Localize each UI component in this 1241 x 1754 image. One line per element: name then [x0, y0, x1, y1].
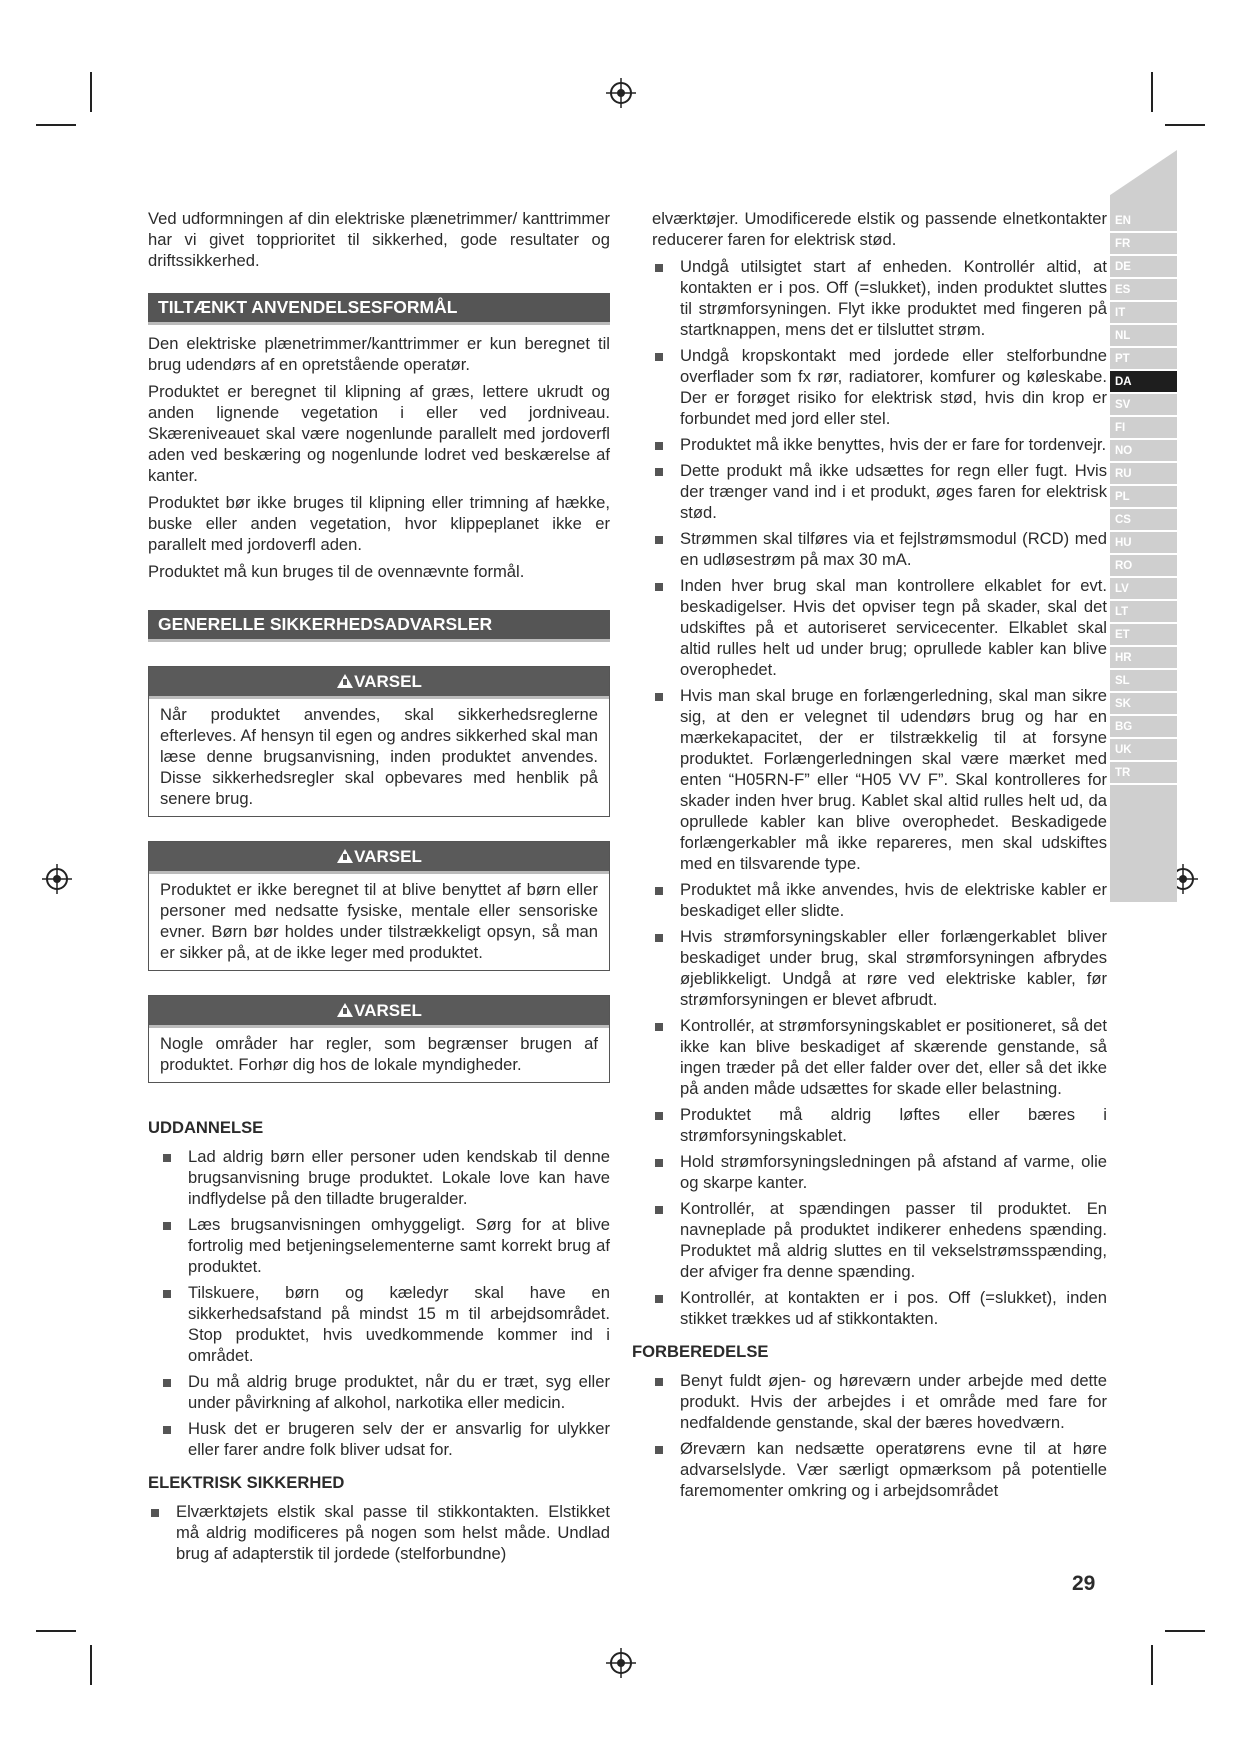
list-item: Kontrollér, at spændingen passer til produktet. En navneplade på produktet indikerer enhedens spænding. Produktet må aldrig sluttes en til vekselstrømsspænding, der afviger fra denne spænding. — [652, 1198, 1107, 1282]
intended-use-paragraph: Produktet må kun bruges til de ovennævnte formål. — [148, 562, 525, 581]
list-item: Undgå utilsigtet start af enheden. Kontrollér altid, at kontakten er i pos. Off (=slukket), inden produktet sluttes til strømforsyningen. Flyt ikke produktet med fingeren på startknappen, mens det er tilsluttet strøm. — [652, 256, 1107, 340]
warning-text: Nogle områder har regler, som begrænser brugen af produktet. Forhør dig hos de lokale myndigheder. — [160, 1034, 598, 1074]
language-tab-sk: SK — [1110, 693, 1177, 716]
registration-mark-icon — [42, 864, 72, 894]
language-tab-da: DA — [1110, 371, 1177, 394]
warning-box — [148, 995, 610, 1083]
language-tab-cs: CS — [1110, 509, 1177, 532]
list-item: Husk det er brugeren selv der er ansvarlig for ulykker eller farer andre folk bliver udsat for. — [160, 1418, 610, 1460]
crop-mark — [90, 72, 92, 112]
warning-header — [149, 842, 609, 874]
language-tab-fi: FI — [1110, 417, 1177, 440]
language-tab-nl: NL — [1110, 325, 1177, 348]
language-tab-pt: PT — [1110, 348, 1177, 371]
list-item: Øreværn kan nedsætte operatørens evne til at høre advarselslyde. Vær særligt opmærksom på potentielle faremomenter omkring og i arbejdsområdet — [652, 1438, 1107, 1501]
list-item: Kontrollér, at strømforsyningskablet er positioneret, så det ikke kan blive beskadiget af skærende genstande, så ingen træder på det eller falder over det, eller så det ikke på anden måde udsættes for skade eller belastning. — [652, 1015, 1107, 1099]
training-list — [148, 1146, 610, 1460]
language-tab-en: EN — [1110, 210, 1177, 233]
crop-mark — [36, 1630, 76, 1632]
list-item: Læs brugsanvisningen omhyggeligt. Sørg for at blive fortrolig med betjeningselementerne samt korrekt brug af produktet. — [160, 1214, 610, 1277]
crop-mark — [36, 124, 76, 126]
continuation-paragraph: elværktøjer. Umodificerede elstik og passende elnetkontakter reducerer faren for elektrisk stød. — [652, 209, 1107, 249]
electrical-safety-title: ELEKTRISK SIKKERHED — [148, 1473, 345, 1492]
electrical-list-continued — [652, 256, 1107, 1329]
section-intended-use-title: TILTÆNKT ANVENDELSESFORMÅL — [148, 293, 610, 325]
warning-label: VARSEL — [354, 847, 422, 866]
registration-mark-icon — [606, 1648, 636, 1678]
list-item: Hvis strømforsyningskabler eller forlængerkablet bliver beskadiget under brug, skal strømforsyningen afbrydes øjeblikkeligt. Undgå at røre ved elektriske kabler, før strømforsyningen er blevet afbrudt. — [652, 926, 1107, 1010]
preparation-title: FORBEREDELSE — [632, 1342, 769, 1361]
list-item: Undgå kropskontakt med jordede eller stelforbundne overflader som fx rør, radiatorer, komfurer og køleskabe. Der er forøget risiko for elektrisk stød, hvis din krop er forbundet med jord eller stel. — [652, 345, 1107, 429]
intended-use-paragraph: Produktet bør ikke bruges til klipning eller trimning af hække, buske eller anden vegetation, hvor klippeplanet ikke er parallelt med jordoverfl aden. — [148, 493, 610, 554]
language-tab-bg: BG — [1110, 716, 1177, 739]
language-tab-tr: TR — [1110, 762, 1177, 785]
intro-paragraph: Ved udformningen af din elektriske plænetrimmer/ kanttrimmer har vi givet topprioritet til sikkerhed, gode resultater og driftssikkerhed. — [148, 209, 610, 270]
warning-header — [149, 667, 609, 699]
list-item: Produktet må ikke benyttes, hvis der er fare for tordenvejr. — [652, 434, 1107, 455]
list-item: Produktet må ikke anvendes, hvis de elektriske kabler er beskadiget eller slidte. — [652, 879, 1107, 921]
warning-triangle-hand-icon — [336, 848, 354, 864]
warning-box — [148, 666, 610, 817]
list-item: Inden hver brug skal man kontrollere elkablet for evt. beskadigelser. Hvis det opviser tegn på skader, skal det udskiftes på et autoriseret servicecenter. Elkablet skal altid rulles helt ud under brug; oprullede kabler kan blive overophedet. — [652, 575, 1107, 680]
crop-mark — [1165, 1630, 1205, 1632]
registration-mark-icon — [606, 78, 636, 108]
list-item: Du må aldrig bruge produktet, når du er træt, syg eller under påvirkning af alkohol, narkotika eller medicin. — [160, 1371, 610, 1413]
language-tab-list — [1110, 210, 1177, 785]
page-number: 29 — [1072, 1572, 1096, 1595]
warning-label: VARSEL — [354, 1001, 422, 1020]
language-tab-no: NO — [1110, 440, 1177, 463]
language-tab-hr: HR — [1110, 647, 1177, 670]
warning-text: Når produktet anvendes, skal sikkerhedsreglerne efterleves. Af hensyn til egen og andres sikkerhed skal man læse denne brugsanvisning, inden produktet anvendes. Disse sikkerhedsregler skal opbevares med henblik på senere brug. — [160, 705, 598, 808]
training-title: UDDANNELSE — [148, 1118, 264, 1137]
warning-triangle-hand-icon — [336, 673, 354, 689]
list-item: Tilskuere, børn og kæledyr skal have en sikkerhedsafstand på mindst 15 m til arbejdsområdet. Stop produktet, hvis uvedkommende kommer ind i området. — [160, 1282, 610, 1366]
list-item: Hold strømforsyningsledningen på afstand af varme, olie og skarpe kanter. — [652, 1151, 1107, 1193]
list-item: Benyt fuldt øjen- og høreværn under arbejde med dette produkt. Hvis der arbejdes i et område med fare for nedfaldende genstande, skal der bæres hovedværn. — [652, 1370, 1107, 1433]
language-tab-lv: LV — [1110, 578, 1177, 601]
language-tab-ro: RO — [1110, 555, 1177, 578]
warning-header — [149, 996, 609, 1028]
language-tab-lt: LT — [1110, 601, 1177, 624]
warning-triangle-hand-icon — [336, 1002, 354, 1018]
language-tab-uk: UK — [1110, 739, 1177, 762]
language-tab-et: ET — [1110, 624, 1177, 647]
language-tab-de: DE — [1110, 256, 1177, 279]
section-general-safety-title: GENERELLE SIKKERHEDSADVARSLER — [148, 610, 610, 642]
intended-use-paragraph: Den elektriske plænetrimmer/kanttrimmer er kun beregnet til brug udendørs af en opretstående operatør. — [148, 334, 610, 374]
language-tab-ru: RU — [1110, 463, 1177, 486]
crop-mark — [90, 1645, 92, 1685]
intended-use-paragraph: Produktet er beregnet til klipning af græs, lettere ukrudt og anden lignende vegetation i eller ved jordniveau. Skæreniveauet skal være nogenlunde parallelt med jordoverfl aden ved beskæring og nogenlunde lodret ved beskærelse af kanter. — [148, 382, 610, 485]
crop-mark — [1151, 72, 1153, 112]
language-tab-es: ES — [1110, 279, 1177, 302]
preparation-list — [652, 1370, 1107, 1501]
language-tab-sl: SL — [1110, 670, 1177, 693]
language-tab-fr: FR — [1110, 233, 1177, 256]
language-tab-pl: PL — [1110, 486, 1177, 509]
list-item: Produktet må aldrig løftes eller bæres i strømforsyningskablet. — [652, 1104, 1107, 1146]
electrical-list — [148, 1501, 610, 1564]
list-item: Kontrollér, at kontakten er i pos. Off (=slukket), inden stikket trækkes ud af stikkontakten. — [652, 1287, 1107, 1329]
crop-mark — [1151, 1645, 1153, 1685]
warning-box — [148, 841, 610, 971]
list-item: Strømmen skal tilføres via et fejlstrømsmodul (RCD) med en udløsestrøm på max 30 mA. — [652, 528, 1107, 570]
warning-label: VARSEL — [354, 672, 422, 691]
language-tab-it: IT — [1110, 302, 1177, 325]
list-item: Elværktøjets elstik skal passe til stikkontakten. Elstikket må aldrig modificeres på nogen som helst måde. Undlad brug af adapterstik til jordede (stelforbundne) — [148, 1501, 610, 1564]
crop-mark — [1165, 124, 1205, 126]
language-tab-sv: SV — [1110, 394, 1177, 417]
list-item: Hvis man skal bruge en forlængerledning, skal man sikre sig, at den er velegnet til udendørs brug og har en mærkekapacitet, der er tilstrækkelig til at forsyne produktet. Forlængerledningen skal være mærket med enten “H05RN-F” eller “H05 VV F”. Skal kontrolleres for skader inden hver brug. Kablet skal altid rulles helt ud, da oprullede kabler kan blive overophedet. Beskadigede forlængerkabler må ikke repareres, men skal udskiftes med en tilsvarende type. — [652, 685, 1107, 874]
left-column — [148, 208, 610, 1569]
right-column — [632, 208, 1107, 1506]
warning-text: Produktet er ikke beregnet til at blive benyttet af børn eller personer med nedsatte fysiske, mentale eller sensoriske evner. Børn bør holdes under tilstrækkeligt opsyn, så man er sikker på, at de ikke leger med produktet. — [160, 880, 598, 962]
language-tab-hu: HU — [1110, 532, 1177, 555]
list-item: Lad aldrig børn eller personer uden kendskab til denne brugsanvisning bruge produktet. Lokale love kan have indflydelse på den tilladte brugeralder. — [160, 1146, 610, 1209]
list-item: Dette produkt må ikke udsættes for regn eller fugt. Hvis der trænger vand ind i et produkt, øges faren for elektrisk stød. — [652, 460, 1107, 523]
